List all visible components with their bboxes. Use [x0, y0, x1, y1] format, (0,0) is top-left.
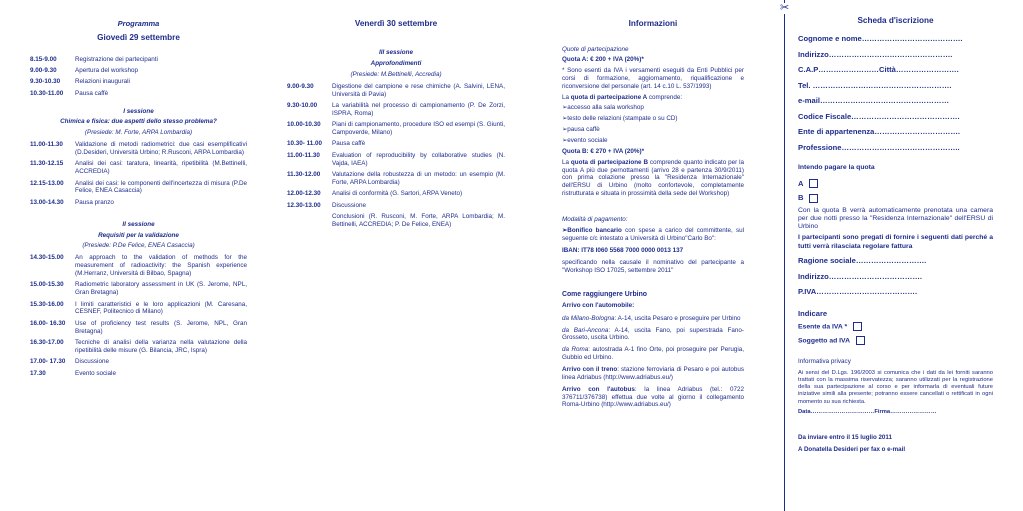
schedule-desc: La variabilità nel processo di campionamento (P. De Zorzi, ISPRA, Roma) — [332, 102, 505, 117]
schedule-desc: Discussione — [332, 201, 366, 209]
schedule-time: 8.15-9.00 — [30, 55, 57, 63]
schedule-time: 15.00-15.30 — [30, 281, 64, 289]
schedule-desc: Apertura del workshop — [75, 66, 139, 74]
schedule-row — [287, 171, 505, 187]
session2-chair: (Presiede: P.De Felice, ENEA Casaccia) — [82, 242, 195, 250]
form-field[interactable]: Codice Fiscale……………………………………. — [798, 111, 960, 121]
schedule-time: 12.00-12.30 — [287, 190, 321, 198]
schedule-desc: Evento sociale — [75, 369, 116, 377]
schedule-row — [287, 121, 505, 137]
schedule-time: 13.00-14.30 — [30, 198, 64, 206]
info-header: Informazioni — [628, 19, 678, 28]
billing-field[interactable]: Indirizzo………………………………. — [798, 271, 923, 281]
schedule-desc: Pausa pranzo — [75, 198, 114, 206]
bonifico: ➢Bonifico bancario con spese a carico del committente, sul seguente c/c intestato a Università di Urbino"Carlo Bo": — [562, 226, 744, 242]
form-field[interactable]: C.A.P……………………Città……………………. — [798, 65, 959, 75]
schedule-desc: Radiometric laboratory assessment in UK (S. Jerome, NPL, Gran Bretagna) — [75, 281, 247, 297]
vat-subject: Soggetto ad IVA — [798, 336, 993, 346]
schedule-time — [287, 213, 332, 229]
include-item: ➢pausa caffè — [562, 126, 600, 134]
schedule-time: 9.00-9.30 — [287, 82, 314, 90]
form-fields — [798, 34, 993, 152]
quota-b-desc: La quota di partecipazione B comprende quanto indicato per la quota A più due pernottamenti (arrivo 28 e partenza 30/9/2011) con prima colazione presso la "Residenza Internazionale" dell'ERSU di Urbino (molto confortevole, completamente ristrutturata e situata in prossimità della sede del Workshop) — [562, 158, 745, 198]
schedule-time: 14.30-15.00 — [30, 254, 64, 262]
quota-b-note: Con la quota B verrà automaticamente prenotata una camera per due notti presso la "Residenza Internazionale" dell'ERSU di Urbino — [798, 206, 993, 231]
privacy-title: Informativa privacy — [798, 357, 851, 365]
billing-fields — [798, 256, 993, 296]
schedule-row — [287, 213, 505, 229]
session1-items — [30, 141, 247, 207]
option-b-checkbox[interactable] — [809, 194, 818, 203]
schedule-time: 17.30 — [30, 369, 46, 377]
schedule-desc: Discussione — [75, 358, 109, 366]
include-item: ➢accesso alla sala workshop — [562, 104, 644, 112]
indicare-label: Indicare — [798, 308, 828, 318]
day2-title: Venerdì 30 settembre — [354, 19, 438, 28]
schedule-row — [30, 199, 247, 207]
option-a-checkbox[interactable] — [809, 179, 818, 188]
bus-info: Arrivo con l'autobus: la linea Adriabus (tel.: 0722 376711/376738) effettua due volte al giorno il collegamento Roma-Urbino (http://www.adriabus.eu/) — [562, 385, 744, 409]
payment-title: Modalità di pagamento: — [562, 216, 628, 223]
schedule-row — [30, 141, 247, 157]
schedule-time: 11.30-12.15 — [30, 160, 64, 168]
billing-note: I partecipanti sono pregati di fornire i seguenti dati perché a tutti verrà rilasciata regolare fattura — [798, 234, 993, 250]
schedule-row — [287, 102, 505, 118]
car-routes — [562, 315, 744, 362]
schedule-time: 9.30-10.00 — [287, 102, 318, 110]
form-field[interactable]: Ente di appartenenza……………………………. — [798, 127, 961, 137]
schedule-desc: Registrazione dei partecipanti — [75, 55, 158, 63]
schedule-row — [287, 140, 505, 148]
form-field[interactable]: Indirizzo…………………………………………. — [798, 49, 953, 59]
schedule-time: 16.00- 16.30 — [30, 319, 66, 327]
schedule-time: 10.30- 11.00 — [287, 140, 323, 148]
schedule-row — [30, 370, 247, 378]
pay-intent: Intendo pagare la quota — [798, 164, 875, 172]
schedule-row — [287, 202, 505, 210]
program-header: Programma — [117, 19, 160, 28]
schedule-row — [30, 67, 247, 75]
option-b: B — [798, 193, 993, 203]
program-day2-column — [287, 0, 505, 511]
program-day1-column — [30, 0, 247, 511]
route-item: da Roma: autostrada A-1 fino Orte, poi proseguire per Perugia, Gubbio ed Urbino. — [562, 346, 744, 362]
quota-a-includes — [562, 104, 744, 144]
schedule-desc: Valutazione della robustezza di un metodo: un esempio (M. Forte, ARPA Lombardia) — [332, 171, 505, 186]
session3-chair: (Presiede: M.Bettinelli, Accredia) — [350, 70, 442, 78]
schedule-row — [30, 78, 247, 86]
schedule-time: 17.00- 17.30 — [30, 358, 66, 366]
session2-subtitle: Requisiti per la validazione — [98, 231, 179, 239]
reach-title: Come raggiungere Urbino — [562, 291, 647, 299]
send-to: A Donatella Desideri per fax o e-mail — [798, 445, 906, 453]
schedule-desc: Tecniche di analisi della varianza nella valutazione della ripetibilità delle misure (G. Bilancia, JRC, Ispra) — [75, 338, 247, 354]
schedule-desc: Digestione del campione e rese chimiche (A. Salvini, LENA, Università di Pavia) — [332, 82, 505, 98]
schedule-time: 11.00-11.30 — [30, 141, 63, 149]
route-item: da Milano-Bologna: A-14, uscita Pesaro e proseguire per Urbino — [562, 314, 741, 322]
session1-chair: (Presiede: M. Forte, ARPA Lombardia) — [84, 129, 193, 137]
quota-a-intro: La quota di partecipazione A comprende: — [562, 93, 683, 101]
date-signature-line[interactable]: Data……………………………Firma…………………… — [798, 408, 937, 415]
schedule-row — [30, 358, 247, 366]
schedule-desc: Analisi dei casi: le componenti dell'incertezza di misura (P.De Felice, ENEA Casaccia) — [75, 179, 247, 195]
schedule-desc: Relazioni inaugurali — [75, 78, 130, 86]
schedule-row — [287, 83, 505, 99]
privacy-text: Ai sensi del D.Lgs. 196/2003 si comunica che i dati da lei forniti saranno trattati con la massima riservatezza; saranno utilizzati per la registrazione della sua partecipazione al corso e per informarla di eventuali future iniziative simili alla presente; potranno essere cancellati o rettificati in ogni momento su sua richiesta. — [798, 369, 993, 405]
schedule-time: 11.30-12.00 — [287, 171, 321, 179]
form-field[interactable]: Cognome e nome…………………………………. — [798, 34, 963, 44]
car-title: Arrivo con l'automobile: — [562, 301, 635, 309]
schedule-time: 12.30-13.00 — [287, 201, 321, 209]
form-field[interactable]: Tel. ………………………………………………. — [798, 80, 952, 90]
session2-items — [30, 254, 247, 377]
schedule-row — [30, 56, 247, 64]
form-header: Scheda d'iscrizione — [857, 16, 934, 25]
billing-field[interactable]: P.IVA…………………………………. — [798, 287, 918, 297]
session3-items — [287, 83, 505, 229]
session1-title: I sessione — [123, 107, 154, 115]
train-info: Arrivo con il treno: stazione ferroviaria di Pesaro e poi autobus linea Adriabus (http://www.adriabus.eu/) — [562, 365, 744, 381]
iban: IBAN: IT78 I060 5568 7000 0000 0013 137 — [562, 246, 684, 254]
schedule-time: 9.30-10.30 — [30, 78, 61, 86]
day1-title: Giovedì 29 settembre — [97, 33, 180, 43]
quote-title: Quote di partecipazione — [562, 46, 629, 54]
schedule-time: 10.30-11.00 — [30, 89, 64, 97]
schedule-desc: Conclusioni (R. Rusconi, M. Forte, ARPA Lombardia; M. Bettinelli, ACCREDIA; P. De Felice, ENEA) — [332, 213, 505, 228]
schedule-row — [30, 301, 247, 317]
schedule-row — [30, 320, 247, 336]
include-item: ➢testo delle relazioni (stampate o su CD) — [562, 115, 678, 123]
schedule-row — [30, 281, 247, 297]
schedule-row — [30, 339, 247, 355]
vat-exempt-checkbox[interactable] — [853, 322, 862, 331]
vat-note: * Sono esenti da IVA i versamenti eseguiti da Enti Pubblici per corsi di formazione, aggiornamento, riqualificazione e riconversione del personale (art. 14 c.10 L. 537/1993) — [562, 66, 744, 90]
session2 — [30, 221, 247, 378]
schedule-row — [30, 254, 247, 278]
schedule-row — [30, 160, 247, 176]
deadline: Da inviare entro il 15 luglio 2011 — [798, 434, 892, 442]
schedule-desc: Pausa caffè — [75, 89, 109, 97]
schedule-time: 12.15-13.00 — [30, 179, 64, 187]
schedule-desc: Piani di campionamento, procedure ISO ed esempi (S. Giunti, Campoverde, Milano) — [332, 121, 505, 137]
schedule-desc: Evaluation of reproducibility by collaborative studies (N. Vajda, IAEA) — [332, 151, 505, 167]
schedule-row — [30, 180, 247, 196]
schedule-time: 11.00-11.30 — [287, 151, 320, 159]
info-column — [562, 0, 744, 511]
vat-subject-checkbox[interactable] — [856, 336, 865, 345]
payment-reference: specificando nella causale il nominativo del partecipante a "Workshop ISO 17025, settembre 2011" — [562, 259, 744, 275]
registration-form — [780, 0, 1023, 511]
schedule-row — [30, 90, 247, 98]
schedule-desc: Pausa caffè — [332, 140, 366, 148]
route-item: da Bari-Ancona: A-14, uscita Fano, poi superstrada Fano-Grosseto, uscita Urbino. — [562, 326, 744, 342]
schedule-time: 10.00-10.30 — [287, 121, 321, 129]
session1 — [30, 108, 247, 207]
schedule-desc: Analisi dei casi: taratura, linearità, ripetibilità (M.Bettinelli, ACCREDIA) — [75, 160, 247, 176]
form-field[interactable]: e-mail…………………………………………… — [798, 96, 950, 106]
schedule-time: 15.30-16.00 — [30, 300, 64, 308]
schedule-desc: Analisi di conformità (G. Sartori, ARPA Veneto) — [332, 190, 463, 198]
opening-schedule — [30, 56, 247, 98]
schedule-time: 9.00-9.30 — [30, 66, 57, 74]
quota-a: Quota A: € 200 + IVA (20%)* — [562, 56, 644, 64]
schedule-row — [287, 190, 505, 198]
option-a: A — [798, 179, 993, 189]
include-item: ➢evento sociale — [562, 136, 608, 144]
schedule-time: 16.30-17.00 — [30, 338, 64, 346]
vat-exempt: Esente da IVA * — [798, 322, 993, 332]
session3-title: III sessione — [379, 49, 413, 57]
billing-field[interactable]: Ragione sociale………………………. — [798, 256, 927, 266]
quota-b: Quota B: € 270 + IVA (20%)* — [562, 147, 645, 155]
scissors-icon: ✂ — [780, 2, 790, 14]
schedule-desc: Validazione di metodi radiometrici: due casi esemplificativi (D.Desideri, Università Urbino; R.Rusconi, ARPA Lombardia) — [75, 141, 247, 156]
schedule-desc: Use of proficiency test results (S. Jerome, NPL, Gran Bretagna) — [75, 319, 247, 335]
schedule-desc: An approach to the validation of methods for the measurement of radioactivity: the Spanish experience (M.Herranz, Universitá di Bilbao, Spagna) — [75, 254, 247, 277]
form-field[interactable]: Professione……………………………………….. — [798, 142, 960, 152]
session3 — [287, 49, 505, 228]
session1-subtitle: Chimica e fisica: due aspetti dello stesso problema? — [60, 118, 217, 126]
schedule-desc: I limiti caratteristici e le loro applicazioni (M. Caresana, CESNEF, Politecnico di Milano) — [75, 300, 247, 316]
session2-title: II sessione — [122, 220, 155, 228]
schedule-row — [287, 152, 505, 168]
session3-subtitle: Approfondimenti — [370, 60, 422, 68]
